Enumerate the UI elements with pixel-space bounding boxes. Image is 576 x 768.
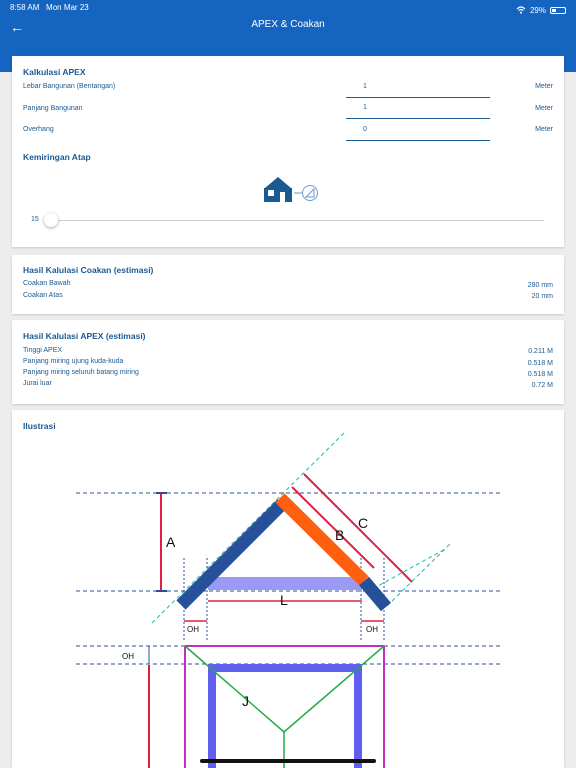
label-a: A xyxy=(166,534,176,550)
status-date: Mon Mar 23 xyxy=(46,3,89,12)
apex-card xyxy=(12,320,564,404)
coakan-atas-label: Coakan Atas xyxy=(23,292,63,299)
apex-title: Hasil Kalulasi APEX (estimasi) xyxy=(23,331,146,341)
battery-icon xyxy=(550,7,566,14)
kemiringan-slider-thumb[interactable] xyxy=(44,213,58,227)
purple-post-left xyxy=(208,664,216,768)
tinggi-apex-value: 0.211 M xyxy=(528,348,553,355)
teal-guide-3 xyxy=(387,544,450,606)
ilustrasi-card xyxy=(12,410,564,768)
right-rafter-orange xyxy=(280,498,364,581)
purple-beam xyxy=(208,664,362,672)
label-oh-left: OH xyxy=(187,625,199,634)
coakan-bawah-label: Coakan Bawah xyxy=(23,280,71,287)
roof-illustration xyxy=(12,410,564,768)
field-label-lebar: Lebar Bangunan (Bentangan) xyxy=(23,83,116,90)
panjang-seluruh-value: 0.518 M xyxy=(527,371,553,378)
field-label-overhang: Overhang xyxy=(23,126,54,133)
slider-value: 15 xyxy=(31,216,39,223)
tinggi-apex-label: Tinggi APEX xyxy=(23,347,63,354)
coakan-atas-value: 20 mm xyxy=(531,293,553,300)
overhang-input[interactable]: 0 xyxy=(346,123,490,141)
coakan-bawah-value: 280 mm xyxy=(527,282,553,289)
wifi-icon xyxy=(516,6,526,14)
panjang-seluruh-label: Panjang miring seluruh batang miring xyxy=(23,369,139,376)
back-arrow-icon[interactable]: ← xyxy=(10,19,24,35)
kemiringan-title: Kemiringan Atap xyxy=(23,152,91,162)
kemiringan-slider-track[interactable] xyxy=(49,220,544,221)
home-indicator[interactable] xyxy=(200,759,376,763)
label-oh-right: OH xyxy=(366,625,378,634)
page-title: APEX & Coakan xyxy=(251,19,325,30)
label-b: B xyxy=(335,527,345,543)
battery-percent: 29% xyxy=(529,5,546,15)
overhang-unit: Meter xyxy=(535,126,553,133)
right-rafter-end xyxy=(364,581,386,607)
label-oh-lower: OH xyxy=(122,652,134,661)
coakan-card xyxy=(12,255,564,314)
field-label-panjang: Panjang Bangunan xyxy=(23,105,83,112)
panjang-ujung-value: 0.518 M xyxy=(527,360,553,367)
panjang-unit: Meter xyxy=(535,105,553,112)
panjang-ujung-label: Panjang miring ujung kuda-kuda xyxy=(23,358,124,365)
label-l: L xyxy=(280,592,288,608)
status-time: 8:58 AM xyxy=(10,3,40,12)
label-c: C xyxy=(358,515,369,531)
tie-beam xyxy=(208,577,362,590)
teal-guide-2 xyxy=(367,548,447,592)
status-bar xyxy=(10,3,566,17)
purple-post-right xyxy=(354,664,362,768)
coakan-title: Hasil Kalulasi Coakan (estimasi) xyxy=(23,265,154,275)
lebar-unit: Meter xyxy=(535,83,553,90)
label-j: J xyxy=(242,693,249,709)
lebar-input[interactable]: 1 xyxy=(346,80,490,98)
kalkulasi-card xyxy=(12,56,564,247)
house-roof-icon xyxy=(260,172,320,208)
ilustrasi-title: Ilustrasi xyxy=(23,421,56,431)
kalkulasi-title: Kalkulasi APEX xyxy=(23,67,86,77)
jurai-luar-value: 0.72 M xyxy=(531,382,553,389)
panjang-input[interactable]: 1 xyxy=(346,101,490,119)
jurai-luar-label: Jurai luar xyxy=(23,380,52,387)
